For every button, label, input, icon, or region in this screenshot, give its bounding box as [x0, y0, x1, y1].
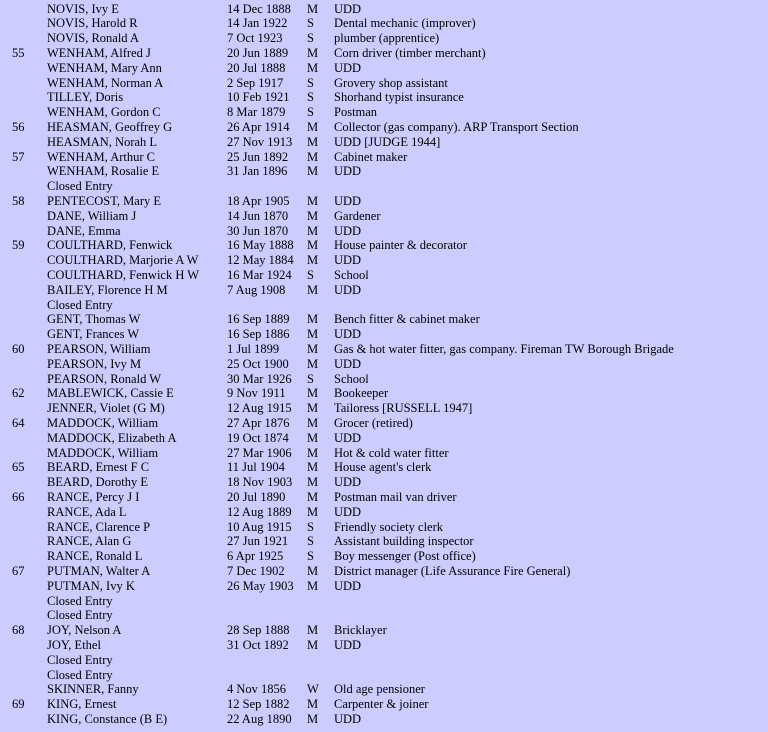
register-row — [0, 460, 768, 475]
marital-status: M — [307, 578, 319, 593]
house-number: 69 — [12, 697, 25, 712]
birth-date: 20 Jun 1889 — [227, 45, 289, 60]
person-name: Closed Entry — [47, 667, 113, 682]
occupation: UDD — [334, 711, 362, 726]
person-name: WENHAM, Arthur C — [47, 149, 155, 164]
person-name: WENHAM, Alfred J — [47, 45, 151, 60]
marital-status: M — [307, 341, 319, 356]
register-row — [0, 401, 768, 416]
register-row — [0, 238, 768, 253]
house-number: 57 — [12, 149, 25, 164]
birth-date: 2 Sep 1917 — [227, 75, 284, 90]
register-row — [0, 416, 768, 431]
birth-date: 20 Jul 1888 — [227, 60, 286, 75]
birth-date: 27 Jun 1921 — [227, 534, 289, 549]
house-number: 68 — [12, 623, 25, 638]
house-number: 66 — [12, 489, 25, 504]
marital-status: W — [307, 682, 319, 697]
person-name: PEARSON, Ivy M — [47, 356, 142, 371]
person-name: MABLEWICK, Cassie E — [47, 386, 174, 401]
birth-date: 18 Nov 1903 — [227, 475, 293, 490]
marital-status: M — [307, 60, 319, 75]
marital-status: M — [307, 1, 319, 16]
occupation: Gas & hot water fitter, gas company. Fireman TW Borough Brigade — [334, 341, 674, 356]
house-number: 58 — [12, 193, 25, 208]
birth-date: 14 Dec 1888 — [227, 1, 291, 16]
register-row — [0, 505, 768, 520]
occupation: plumber (apprentice) — [334, 31, 440, 46]
person-name: PUTMAN, Ivy K — [47, 578, 135, 593]
marital-status: M — [307, 430, 319, 445]
person-name: WENHAM, Mary Ann — [47, 60, 162, 75]
occupation: District manager (Life Assurance Fire General) — [334, 563, 571, 578]
occupation: UDD — [334, 223, 362, 238]
register-row — [0, 623, 768, 638]
register-row — [0, 327, 768, 342]
register-row — [0, 90, 768, 105]
occupation: School — [334, 371, 369, 386]
marital-status: S — [307, 75, 314, 90]
person-name: WENHAM, Norman A — [47, 75, 164, 90]
occupation: Shorhand typist insurance — [334, 90, 464, 105]
person-name: KING, Ernest — [47, 697, 117, 712]
occupation: UDD — [334, 475, 362, 490]
occupation: Assistant building inspector — [334, 534, 474, 549]
person-name: Closed Entry — [47, 297, 113, 312]
person-name: PEARSON, William — [47, 341, 151, 356]
marital-status: M — [307, 415, 319, 430]
person-name: BEARD, Ernest F C — [47, 460, 150, 475]
occupation: UDD — [334, 430, 362, 445]
marital-status: M — [307, 312, 319, 327]
register-row — [0, 16, 768, 31]
register-row — [0, 194, 768, 209]
person-name: TILLEY, Doris — [47, 90, 124, 105]
register-row — [0, 682, 768, 697]
marital-status: S — [307, 371, 314, 386]
register-row — [0, 298, 768, 313]
register-row — [0, 224, 768, 239]
house-number: 56 — [12, 119, 25, 134]
register-row — [0, 76, 768, 91]
register-row — [0, 475, 768, 490]
person-name: SKINNER, Fanny — [47, 682, 139, 697]
person-name: PUTMAN, Walter A — [47, 563, 151, 578]
person-name: BEARD, Dorothy E — [47, 475, 149, 490]
occupation: UDD — [334, 253, 362, 268]
occupation: UDD — [334, 1, 362, 16]
register-row — [0, 594, 768, 609]
occupation: Boy messenger (Post office) — [334, 549, 476, 564]
birth-date: 19 Oct 1874 — [227, 430, 289, 445]
marital-status: M — [307, 445, 319, 460]
birth-date: 25 Jun 1892 — [227, 149, 289, 164]
person-name: GENT, Frances W — [47, 327, 140, 342]
marital-status: M — [307, 637, 319, 652]
person-name: PEARSON, Ronald W — [47, 371, 162, 386]
register-row — [0, 668, 768, 683]
marital-status: M — [307, 45, 319, 60]
marital-status: M — [307, 623, 319, 638]
person-name: JENNER, Violet (G M) — [47, 401, 165, 416]
birth-date: 25 Oct 1900 — [227, 356, 289, 371]
register-row — [0, 579, 768, 594]
birth-date: 8 Mar 1879 — [227, 105, 286, 120]
register-row — [0, 534, 768, 549]
register-row — [0, 2, 768, 17]
birth-date: 12 Aug 1915 — [227, 401, 292, 416]
marital-status: M — [307, 119, 319, 134]
birth-date: 27 Nov 1913 — [227, 134, 293, 149]
marital-status: M — [307, 208, 319, 223]
person-name: PENTECOST, Mary E — [47, 193, 161, 208]
person-name: MADDOCK, William — [47, 415, 159, 430]
person-name: RANCE, Ada L — [47, 504, 127, 519]
birth-date: 31 Oct 1892 — [227, 637, 289, 652]
occupation: Friendly society clerk — [334, 519, 443, 534]
marital-status: M — [307, 193, 319, 208]
person-name: COULTHARD, Fenwick — [47, 238, 173, 253]
person-name: Closed Entry — [47, 593, 113, 608]
marital-status: M — [307, 282, 319, 297]
birth-date: 12 Aug 1889 — [227, 504, 292, 519]
birth-date: 10 Aug 1915 — [227, 519, 292, 534]
occupation: Bench fitter & cabinet maker — [334, 312, 480, 327]
register-row — [0, 179, 768, 194]
register-row — [0, 386, 768, 401]
occupation: UDD — [334, 504, 362, 519]
birth-date: 31 Jan 1896 — [227, 164, 288, 179]
person-name: Closed Entry — [47, 179, 113, 194]
marital-status: S — [307, 16, 314, 31]
register-row — [0, 549, 768, 564]
birth-date: 12 May 1884 — [227, 253, 294, 268]
occupation: UDD — [334, 356, 362, 371]
person-name: MADDOCK, Elizabeth A — [47, 430, 177, 445]
person-name: NOVIS, Ronald A — [47, 31, 140, 46]
birth-date: 4 Nov 1856 — [227, 682, 287, 697]
occupation: Bookeeper — [334, 386, 389, 401]
marital-status: M — [307, 149, 319, 164]
marital-status: M — [307, 356, 319, 371]
marital-status: S — [307, 90, 314, 105]
register-row — [0, 164, 768, 179]
register-row — [0, 490, 768, 505]
occupation: House agent's clerk — [334, 460, 432, 475]
register-row — [0, 209, 768, 224]
birth-date: 10 Feb 1921 — [227, 90, 290, 105]
house-number: 64 — [12, 415, 25, 430]
register-row — [0, 638, 768, 653]
register-row — [0, 120, 768, 135]
person-name: DANE, Emma — [47, 223, 121, 238]
register-row — [0, 283, 768, 298]
birth-date: 6 Apr 1925 — [227, 549, 284, 564]
occupation: Carpenter & joiner — [334, 697, 429, 712]
register-row — [0, 712, 768, 727]
marital-status: M — [307, 697, 319, 712]
occupation: Grovery shop assistant — [334, 75, 448, 90]
birth-date: 22 Aug 1890 — [227, 711, 292, 726]
register-row — [0, 653, 768, 668]
person-name: NOVIS, Harold R — [47, 16, 138, 31]
register-row — [0, 253, 768, 268]
occupation: UDD — [334, 282, 362, 297]
occupation: UDD — [334, 637, 362, 652]
person-name: RANCE, Alan G — [47, 534, 132, 549]
birth-date: 26 Apr 1914 — [227, 119, 290, 134]
birth-date: 11 Jul 1904 — [227, 460, 285, 475]
birth-date: 7 Aug 1908 — [227, 282, 286, 297]
birth-date: 27 Mar 1906 — [227, 445, 292, 460]
birth-date: 16 May 1888 — [227, 238, 294, 253]
occupation: Corn driver (timber merchant) — [334, 45, 486, 60]
register-row — [0, 697, 768, 712]
marital-status: M — [307, 164, 319, 179]
register-row — [0, 31, 768, 46]
occupation: School — [334, 267, 369, 282]
birth-date: 12 Sep 1882 — [227, 697, 290, 712]
marital-status: M — [307, 401, 319, 416]
person-name: JOY, Nelson A — [47, 623, 122, 638]
marital-status: M — [307, 386, 319, 401]
person-name: DANE, William J — [47, 208, 137, 223]
birth-date: 1 Jul 1899 — [227, 341, 280, 356]
occupation: Cabinet maker — [334, 149, 408, 164]
birth-date: 18 Apr 1905 — [227, 193, 290, 208]
marital-status: M — [307, 238, 319, 253]
person-name: BAILEY, Florence H M — [47, 282, 168, 297]
marital-status: M — [307, 223, 319, 238]
occupation: Dental mechanic (improver) — [334, 16, 476, 31]
birth-date: 14 Jun 1870 — [227, 208, 289, 223]
birth-date: 16 Mar 1924 — [227, 267, 292, 282]
birth-date: 30 Jun 1870 — [227, 223, 289, 238]
person-name: RANCE, Ronald L — [47, 549, 143, 564]
occupation: House painter & decorator — [334, 238, 467, 253]
marital-status: M — [307, 504, 319, 519]
birth-date: 20 Jul 1890 — [227, 489, 286, 504]
register-row — [0, 608, 768, 623]
marital-status: S — [307, 31, 314, 46]
person-name: JOY, Ethel — [47, 637, 101, 652]
register-row — [0, 342, 768, 357]
birth-date: 16 Sep 1886 — [227, 327, 290, 342]
register-row — [0, 150, 768, 165]
person-name: GENT, Thomas W — [47, 312, 141, 327]
register-row — [0, 312, 768, 327]
register-row — [0, 135, 768, 150]
marital-status: M — [307, 327, 319, 342]
register-row — [0, 520, 768, 535]
house-number: 62 — [12, 386, 25, 401]
marital-status: M — [307, 134, 319, 149]
occupation: Grocer (retired) — [334, 415, 413, 430]
person-name: WENHAM, Gordon C — [47, 105, 161, 120]
marital-status: M — [307, 475, 319, 490]
birth-date: 9 Nov 1911 — [227, 386, 286, 401]
marital-status: S — [307, 534, 314, 549]
register-row — [0, 446, 768, 461]
person-name: MADDOCK, William — [47, 445, 159, 460]
marital-status: M — [307, 711, 319, 726]
birth-date: 14 Jan 1922 — [227, 16, 288, 31]
house-number: 59 — [12, 238, 25, 253]
register-row — [0, 268, 768, 283]
person-name: NOVIS, Ivy E — [47, 1, 119, 16]
occupation: UDD — [334, 60, 362, 75]
occupation: UDD [JUDGE 1944] — [334, 134, 441, 149]
register-row — [0, 61, 768, 76]
marital-status: M — [307, 489, 319, 504]
marital-status: S — [307, 105, 314, 120]
occupation: Gardener — [334, 208, 381, 223]
occupation: UDD — [334, 578, 362, 593]
marital-status: M — [307, 460, 319, 475]
occupation: UDD — [334, 193, 362, 208]
register-row — [0, 46, 768, 61]
birth-date: 7 Oct 1923 — [227, 31, 283, 46]
house-number: 60 — [12, 341, 25, 356]
birth-date: 30 Mar 1926 — [227, 371, 292, 386]
birth-date: 28 Sep 1888 — [227, 623, 290, 638]
person-name: Closed Entry — [47, 608, 113, 623]
person-name: COULTHARD, Fenwick H W — [47, 267, 200, 282]
person-name: HEASMAN, Geoffrey G — [47, 119, 173, 134]
birth-date: 7 Dec 1902 — [227, 563, 285, 578]
marital-status: M — [307, 253, 319, 268]
register-row — [0, 372, 768, 387]
person-name: COULTHARD, Marjorie A W — [47, 253, 199, 268]
birth-date: 16 Sep 1889 — [227, 312, 290, 327]
person-name: RANCE, Percy J I — [47, 489, 140, 504]
register-row — [0, 105, 768, 120]
person-name: KING, Constance (B E) — [47, 711, 168, 726]
house-number: 67 — [12, 563, 25, 578]
occupation: UDD — [334, 164, 362, 179]
person-name: Closed Entry — [47, 652, 113, 667]
person-name: HEASMAN, Norah L — [47, 134, 158, 149]
marital-status: S — [307, 267, 314, 282]
occupation: Postman — [334, 105, 378, 120]
occupation: Old age pensioner — [334, 682, 425, 697]
occupation: Postman mail van driver — [334, 489, 457, 504]
occupation: UDD — [334, 327, 362, 342]
house-number: 65 — [12, 460, 25, 475]
marital-status: S — [307, 549, 314, 564]
marital-status: S — [307, 519, 314, 534]
house-number: 55 — [12, 45, 25, 60]
register-row — [0, 564, 768, 579]
person-name: WENHAM, Rosalie E — [47, 164, 160, 179]
register-row — [0, 431, 768, 446]
register-row — [0, 357, 768, 372]
occupation: Collector (gas company). ARP Transport Section — [334, 119, 579, 134]
occupation: Hot & cold water fitter — [334, 445, 449, 460]
occupation: Bricklayer — [334, 623, 387, 638]
person-name: RANCE, Clarence P — [47, 519, 151, 534]
marital-status: M — [307, 563, 319, 578]
birth-date: 27 Apr 1876 — [227, 415, 290, 430]
occupation: Tailoress [RUSSELL 1947] — [334, 401, 473, 416]
birth-date: 26 May 1903 — [227, 578, 294, 593]
